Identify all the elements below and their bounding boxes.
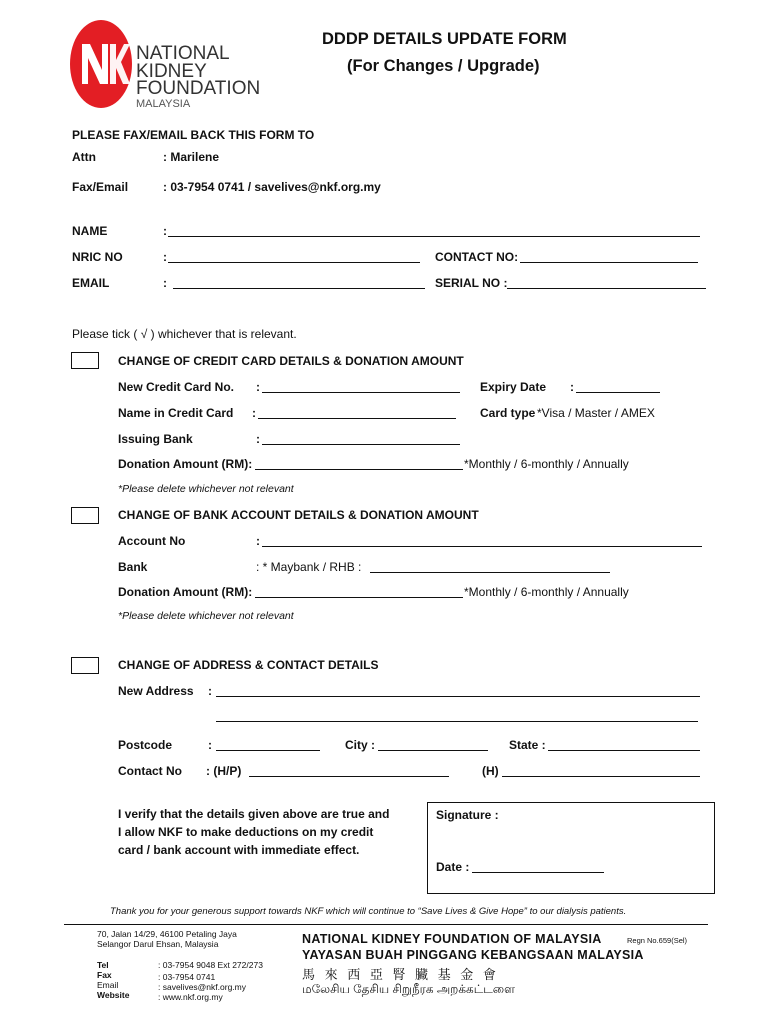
nric-field[interactable]	[168, 262, 420, 263]
nric-label: NRIC NO	[72, 250, 123, 264]
form-subtitle: (For Changes / Upgrade)	[347, 57, 540, 75]
card-name-field[interactable]	[258, 418, 456, 419]
postcode-label: Postcode	[118, 738, 173, 752]
bank-account-checkbox[interactable]	[71, 507, 99, 524]
logo-line-3: FOUNDATION	[136, 78, 261, 99]
card-no-field[interactable]	[262, 392, 460, 393]
fax-label: Fax/Email	[72, 180, 129, 194]
issuing-bank-field[interactable]	[262, 444, 460, 445]
nkf-logo-mark	[68, 18, 134, 110]
city-field[interactable]	[378, 750, 488, 751]
bank-frequency: *Monthly / 6-monthly / Annually	[464, 585, 629, 599]
serial-no-field[interactable]	[507, 288, 706, 289]
credit-section-title: CHANGE OF CREDIT CARD DETAILS & DONATION AMOUNT	[118, 354, 464, 368]
thanks-message: Thank you for your generous support towards NKF which will continue to “Save Lives & Give Hope” to our dialysis patients.	[110, 906, 627, 917]
footer-org-malay: YAYASAN BUAH PINGGANG KEBANGSAAN MALAYSIA	[302, 948, 644, 962]
hp-field[interactable]	[249, 776, 449, 777]
nkf-logo	[68, 18, 278, 110]
bank-label: Bank	[118, 560, 148, 574]
footer-email-label: Email	[97, 980, 119, 990]
card-type-options: *Visa / Master / AMEX	[537, 406, 655, 420]
footer-org-chinese: 馬 來 西 亞 腎 臟 基 金 會	[302, 967, 499, 982]
footer-fax-value: : 03-7954 0741	[158, 972, 216, 982]
name-label: NAME	[72, 224, 108, 238]
bank-donation-field[interactable]	[255, 597, 463, 598]
hp-label: : (H/P)	[206, 764, 242, 778]
credit-donation-label: Donation Amount (RM):	[118, 457, 253, 471]
name-field[interactable]	[168, 236, 700, 237]
state-label: State :	[509, 738, 546, 752]
email-label: EMAIL	[72, 276, 110, 290]
bank-section-title: CHANGE OF BANK ACCOUNT DETAILS & DONATION AMOUNT	[118, 508, 479, 522]
logo-line-1: NATIONAL	[136, 43, 230, 64]
attn-value: : Marilene	[163, 150, 220, 164]
address-checkbox[interactable]	[71, 657, 99, 674]
contact-heading: PLEASE FAX/EMAIL BACK THIS FORM TO	[72, 128, 315, 142]
address-section-title: CHANGE OF ADDRESS & CONTACT DETAILS	[118, 658, 379, 672]
credit-donation-field[interactable]	[255, 469, 463, 470]
attn-label: Attn	[72, 150, 96, 164]
contact-no-address-label: Contact No	[118, 764, 182, 778]
account-no-field[interactable]	[262, 546, 702, 547]
contact-no-label: CONTACT NO:	[435, 250, 519, 264]
issuing-bank-label: Issuing Bank	[118, 432, 193, 446]
logo-line-2: KIDNEY	[136, 61, 207, 82]
date-field[interactable]	[472, 872, 604, 873]
bank-name-field[interactable]	[370, 572, 610, 573]
verify-line-3: card / bank account with immediate effect.	[118, 843, 360, 857]
expiry-field[interactable]	[576, 392, 660, 393]
bank-donation-label: Donation Amount (RM):	[118, 585, 253, 599]
new-address-label: New Address	[118, 684, 194, 698]
credit-card-checkbox[interactable]	[71, 352, 99, 369]
h-label: (H)	[482, 764, 499, 778]
fax-value: : 03-7954 0741 / savelives@nkf.org.my	[163, 180, 381, 194]
state-field[interactable]	[548, 750, 700, 751]
footer-address-2: Selangor Darul Ehsan, Malaysia	[97, 939, 219, 949]
serial-no-label: SERIAL NO :	[435, 276, 508, 290]
footer-email-value: : savelives@nkf.org.my	[158, 982, 246, 992]
footer-fax-label: Fax	[97, 970, 112, 980]
form-title: DDDP DETAILS UPDATE FORM	[322, 30, 567, 48]
h-field[interactable]	[502, 776, 700, 777]
date-label: Date :	[436, 860, 470, 874]
logo-line-4: MALAYSIA	[136, 98, 191, 110]
nric-colon: :	[163, 250, 167, 264]
bank-note: *Please delete whichever not relevant	[118, 610, 294, 622]
card-no-label: New Credit Card No.	[118, 380, 235, 394]
address-field-1[interactable]	[216, 696, 700, 697]
footer-tel-label: Tel	[97, 960, 109, 970]
footer-website-label: Website	[97, 990, 130, 1000]
card-name-label: Name in Credit Card	[118, 406, 234, 420]
expiry-label: Expiry Date	[480, 380, 547, 394]
footer-tel-value: : 03-7954 9048 Ext 272/273	[158, 960, 263, 970]
footer-org-tamil: மலேசிய தேசிய சிறுநீரக அறக்கட்டளை	[302, 982, 515, 996]
footer-org-english: NATIONAL KIDNEY FOUNDATION OF MALAYSIA	[302, 932, 602, 946]
address-field-2[interactable]	[216, 721, 698, 722]
credit-note: *Please delete whichever not relevant	[118, 483, 294, 495]
email-colon: :	[163, 276, 167, 290]
account-no-label: Account No	[118, 534, 186, 548]
contact-no-field[interactable]	[520, 262, 698, 263]
name-colon: :	[163, 224, 167, 238]
signature-label: Signature :	[436, 808, 499, 822]
verify-line-1: I verify that the details given above are true and	[118, 807, 390, 821]
footer-reg-no: Regn No.659(Sel)	[627, 936, 688, 945]
card-type-label: Card type	[480, 406, 536, 420]
verify-line-2: I allow NKF to make deductions on my credit	[118, 825, 374, 839]
bank-options: : * Maybank / RHB :	[256, 560, 362, 574]
footer-address-1: 70, Jalan 14/29, 46100 Petaling Jaya	[97, 929, 237, 939]
postcode-field[interactable]	[216, 750, 320, 751]
tick-instruction: Please tick ( √ ) whichever that is relevant.	[72, 327, 297, 341]
footer-website-value: : www.nkf.org.my	[158, 992, 223, 1002]
footer-divider	[64, 924, 708, 925]
credit-frequency: *Monthly / 6-monthly / Annually	[464, 457, 629, 471]
city-label: City :	[345, 738, 375, 752]
email-field[interactable]	[173, 288, 425, 289]
